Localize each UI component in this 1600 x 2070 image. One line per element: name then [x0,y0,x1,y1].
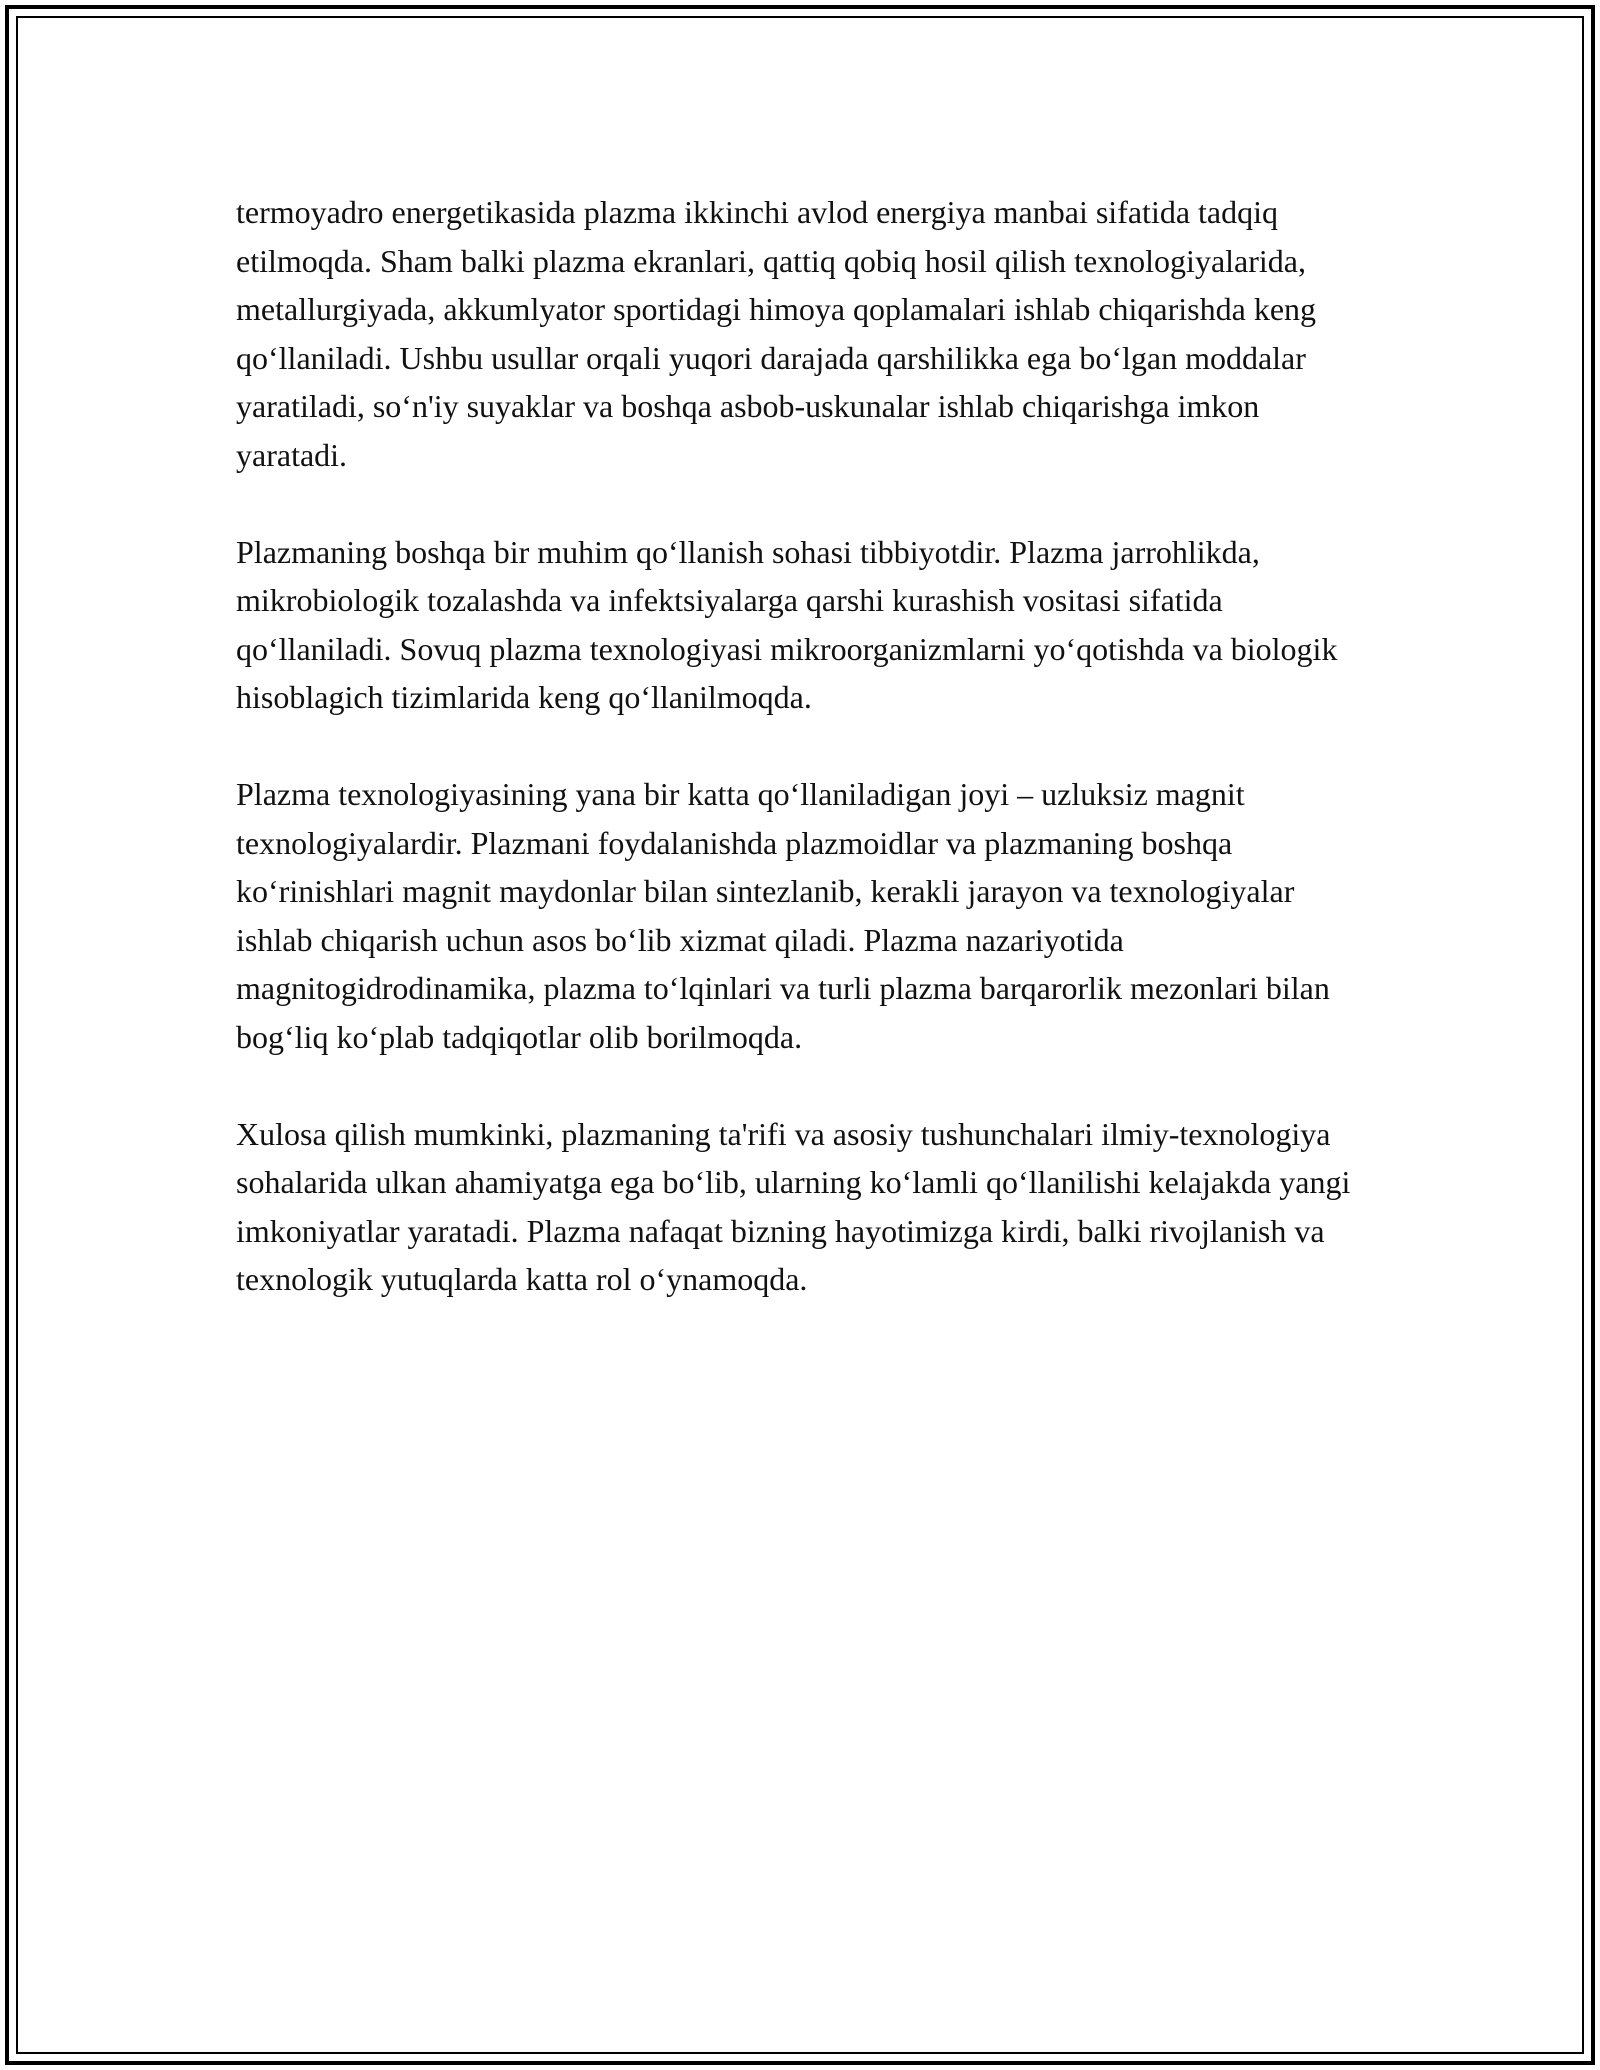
paragraph-conclusion: Xulosa qilish mumkinki, plazmaning ta'rifi va asosiy tushunchalari ilmiy-texnologiya sohalarida ulkan ahamiyatga ega boʻlib, ularning koʻlamli qoʻllanilishi kelajakda yangi imkoniyatlar yaratadi. Plazma nafaqat bizning hayotimizga kirdi, balki rivojlanish va texnologik yutuqlarda katta rol oʻynamoqda. [236,1115,1351,1297]
paragraph-medical-applications: Plazmaning boshqa bir muhim qoʻllanish sohasi tibbiyotdir. Plazma jarrohlikda, mikrobiologik tozalashda va infektsiyalarga qarshi kurashish vositasi sifatida qoʻllaniladi. Sovuq plazma texnologiyasi mikroorganizmlarni yoʻqotishda va biologik hisoblagich tizimlarida keng qoʻllanilmoqda. [236,533,1338,715]
paragraph-industrial-applications: termoyadro energetikasida plazma ikkinchi avlod energiya manbai sifatida tadqiq etilmoqda. Sham balki plazma ekranlari, qattiq qobiq hosil qilish texnologiyalarida, metallurgiyada, akkumlyator sportidagi himoya qoplamalari ishlab chiqarishda keng qoʻllaniladi. Ushbu usullar orqali yuqori darajada qarshilikka ega boʻlgan moddalar yaratiladi, soʻn'iy suyaklar va boshqa asbob-uskunalar ishlab chiqarishga imkon yaratadi. [236,194,1317,473]
paragraph-magnetic-technologies: Plazma texnologiyasining yana bir katta qoʻllaniladigan joyi – uzluksiz magnit texnologiyalardir. Plazmani foydalanishda plazmoidlar va plazmaning boshqa koʻrinishlari magnit maydonlar bilan sintezlanib, kerakli jarayon va texnologiyalar ishlab chiqarish uchun asos boʻlib xizmat qiladi. Plazma nazariyotida magnitogidrodinamika, plazma toʻlqinlari va turli plazma barqarorlik mezonlari bilan bogʻliq koʻplab tadqiqotlar olib borilmoqda. [236,776,1330,1055]
document-body [236,188,1376,1352]
